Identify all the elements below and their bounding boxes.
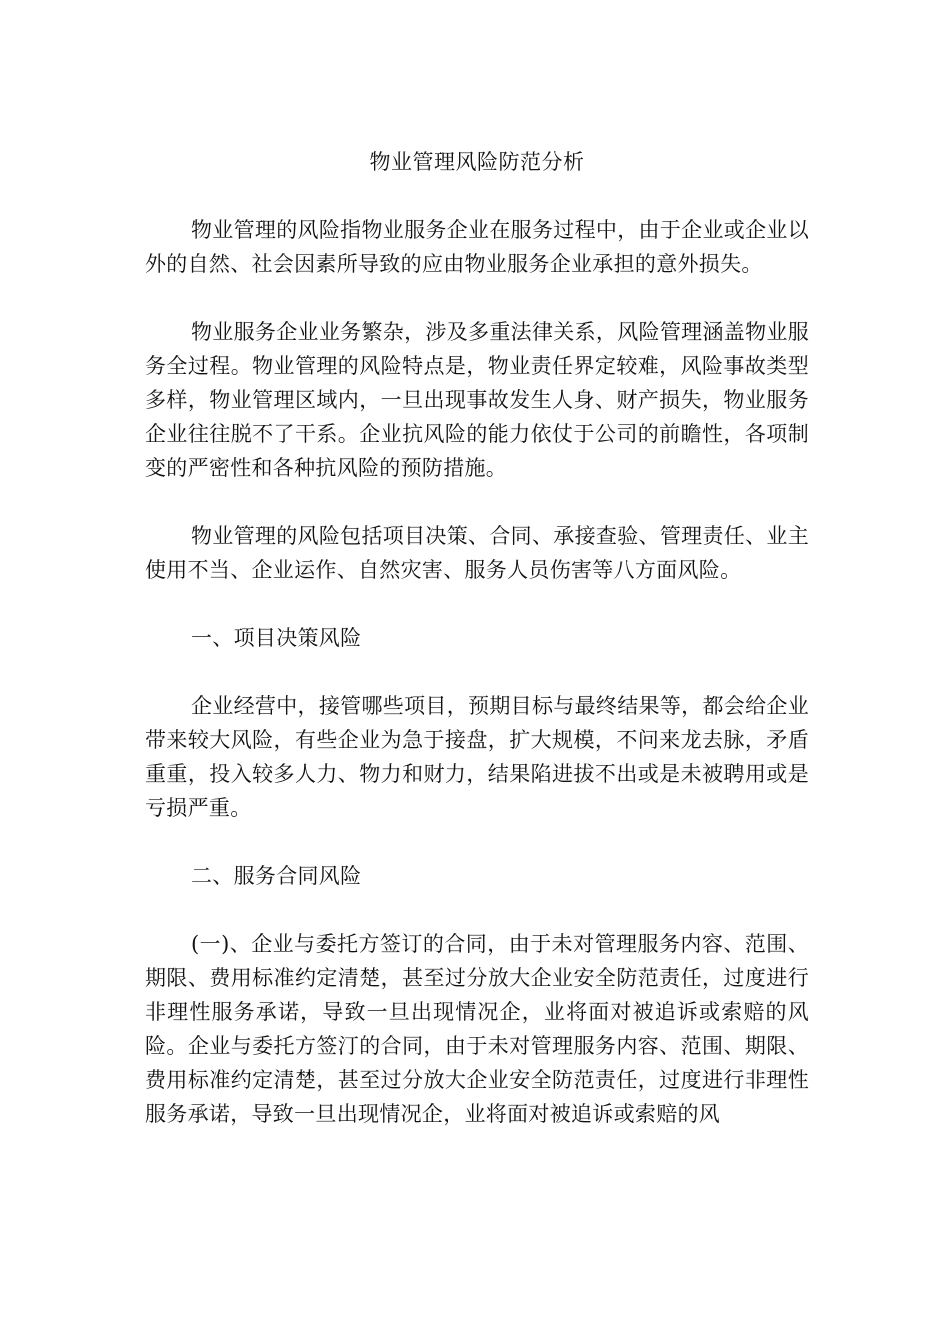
intro-paragraph-categories: 物业管理的风险包括项目决策、合同、承接查验、管理责任、业主使用不当、企业运作、自然灾害、服务人员伤害等八方面风险。 [145,524,809,582]
document-page [145,145,809,1165]
intro-paragraph-characteristics: 物业服务企业业务繁杂，涉及多重法律关系，风险管理涵盖物业服务全过程。物业管理的风险特点是，物业责任界定较难，风险事故类型多样，物业管理区域内，一旦出现事故发生人身、财产损失，物业服务企业往往脱不了干系。企业抗风险的能力依仗于公司的前瞻性，各项制变的严密性和各种抗风险的预防措施。 [145,320,809,480]
section-body-service-contract: (一)、企业与委托方签订的合同，由于未对管理服务内容、范围、期限、费用标准约定清楚，甚至过分放大企业安全防范责任，过度进行非理性服务承诺，导致一旦出现情况企，业将面对被追诉或索赔的风险。企业与委托方签汀的合同，由于未对管理服务内容、范围、期限、费用标准约定清楚，甚至过分放大企业安全防范责任，过度进行非理性服务承诺，导致一旦出现情况企，业将面对被追诉或索赔的风 [145,932,809,1126]
section-body-project-decision: 企业经营中，接管哪些项目，预期目标与最终结果等，都会给企业带来较大风险，有些企业为急于接盘，扩大规模，不问来龙去脉，矛盾重重，投入较多人力、物力和财力，结果陷进拔不出或是未被聘用或是亏损严重。 [145,694,809,820]
section-heading-project-decision: 一、项目决策风险 [191,626,362,650]
intro-paragraph-definition: 物业管理的风险指物业服务企业在服务过程中，由于企业或企业以外的自然、社会因素所导致的应由物业服务企业承担的意外损失。 [145,218,809,276]
section-heading-service-contract: 二、服务合同风险 [191,864,362,888]
document-title: 物业管理风险防范分析 [369,150,585,174]
